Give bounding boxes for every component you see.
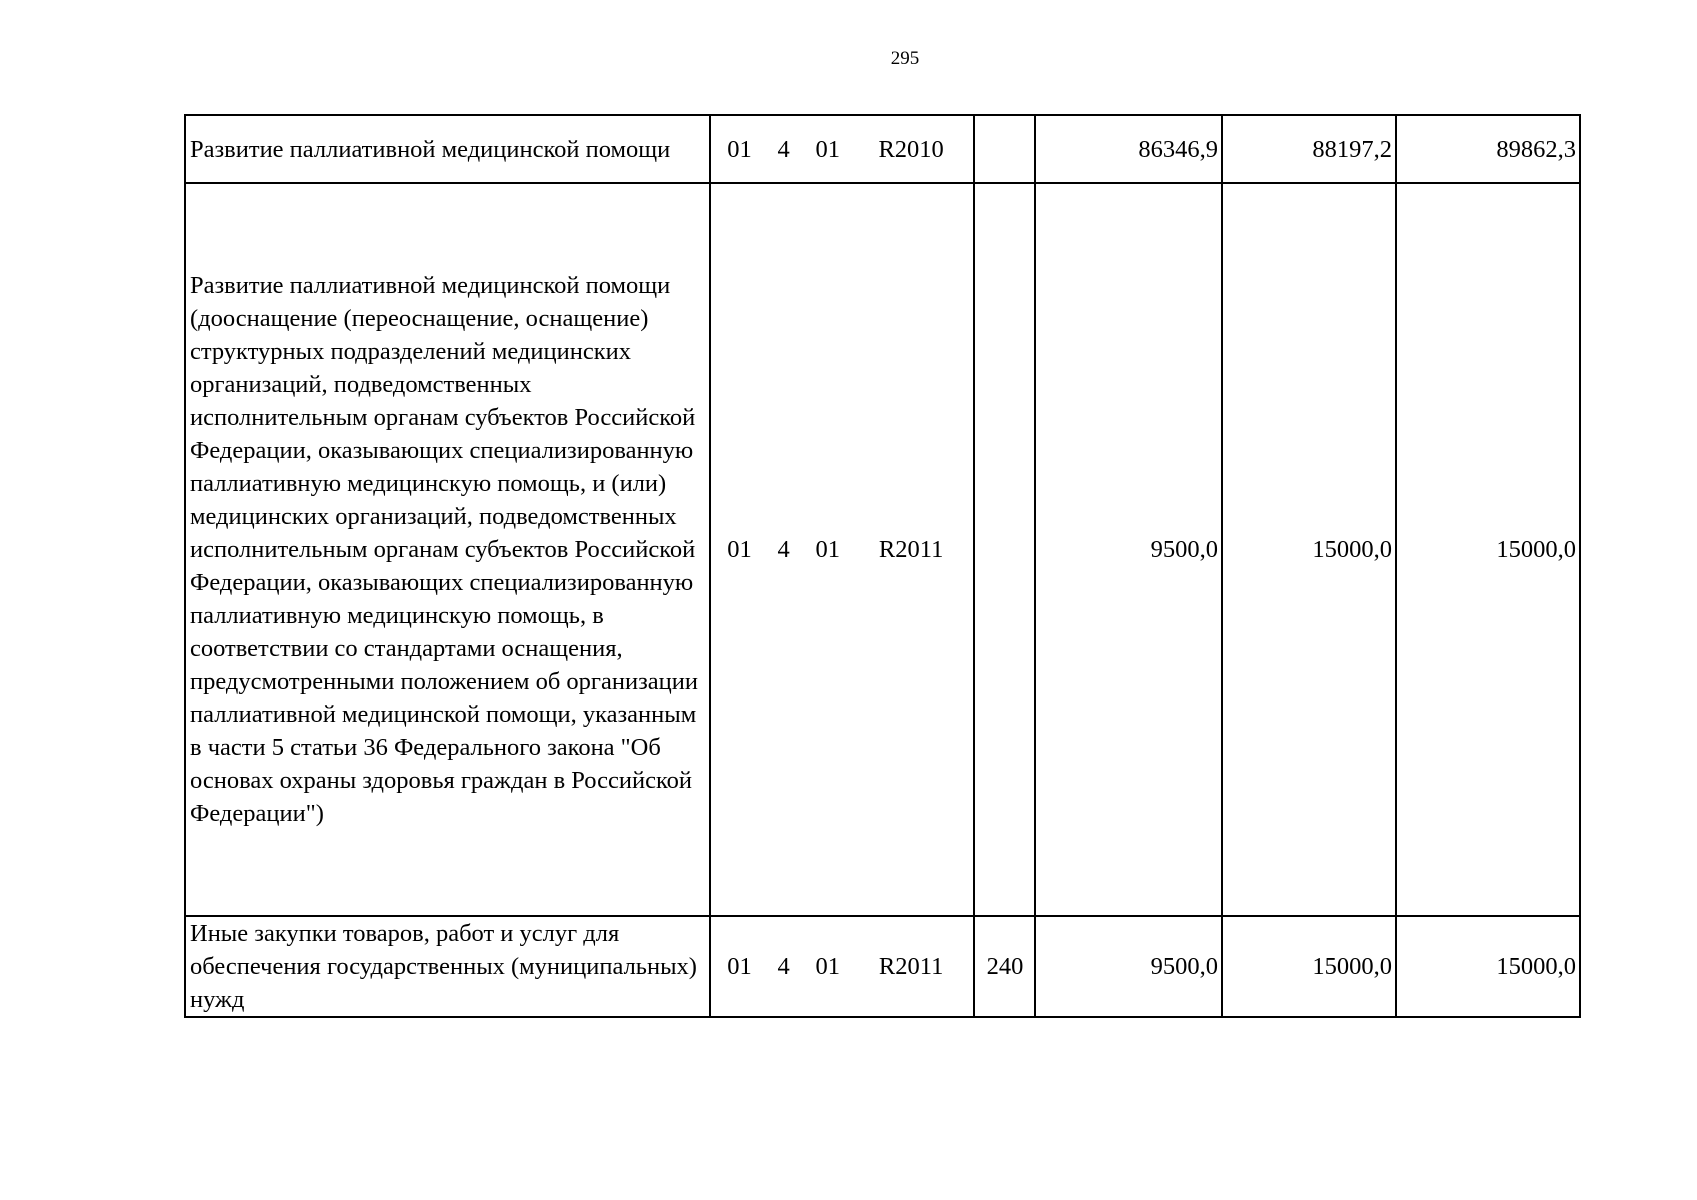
expense-type-code: 240 [974, 916, 1035, 1017]
row-name: Развитие паллиативной медицинской помощи (дооснащение (переоснащение, оснащение) структурных подразделений медицинских организаций, подведомственных исполнительным органам субъектов Российской Федерации, оказывающих специализированную паллиативную медицинскую помощь, и (или) медицинских организаций, подведомственных исполнительным органам субъектов Российской Федерации, оказывающих специализированную паллиативную медицинскую помощь, в соответствии со стандартами оснащения, предусмотренными положением об организации паллиативной медицинской помощи, указанным в части 5 статьи 36 Федерального закона "Об основах охраны здоровья граждан в Российской Федерации") [185, 183, 710, 916]
amount-year-1: 9500,0 [1035, 916, 1222, 1017]
program-code: 01 [727, 536, 752, 563]
amount-year-3: 15000,0 [1396, 183, 1580, 916]
target-code-cell [710, 183, 974, 916]
main-event-code: 01 [815, 953, 841, 980]
main-event-code: 01 [815, 536, 841, 563]
program-code: 01 [727, 953, 752, 980]
page-number: 295 [890, 48, 920, 69]
amount-year-3: 89862,3 [1396, 115, 1580, 183]
target-code-cell [710, 916, 974, 1017]
amount-year-2: 88197,2 [1222, 115, 1396, 183]
amount-year-1: 86346,9 [1035, 115, 1222, 183]
program-code: 01 [727, 135, 752, 163]
amount-year-2: 15000,0 [1222, 183, 1396, 916]
subprogram-code: 4 [777, 953, 790, 980]
budget-table [184, 114, 1581, 1018]
amount-year-1: 9500,0 [1035, 183, 1222, 916]
row-name: Развитие паллиативной медицинской помощи [185, 115, 710, 183]
table-row [185, 115, 1580, 183]
expense-type-code [974, 183, 1035, 916]
amount-year-3: 15000,0 [1396, 916, 1580, 1017]
target-code-cell [710, 115, 974, 183]
subprogram-code: 4 [777, 135, 790, 163]
table-row [185, 916, 1580, 1017]
amount-year-2: 15000,0 [1222, 916, 1396, 1017]
table-row [185, 183, 1580, 916]
row-name: Иные закупки товаров, работ и услуг для обеспечения государственных (муниципальных) нужд [185, 916, 710, 1017]
expense-type-code [974, 115, 1035, 183]
direction-code: R2011 [878, 953, 944, 980]
subprogram-code: 4 [777, 536, 790, 563]
direction-code: R2011 [878, 536, 944, 563]
direction-code: R2010 [878, 135, 944, 163]
main-event-code: 01 [815, 135, 841, 163]
